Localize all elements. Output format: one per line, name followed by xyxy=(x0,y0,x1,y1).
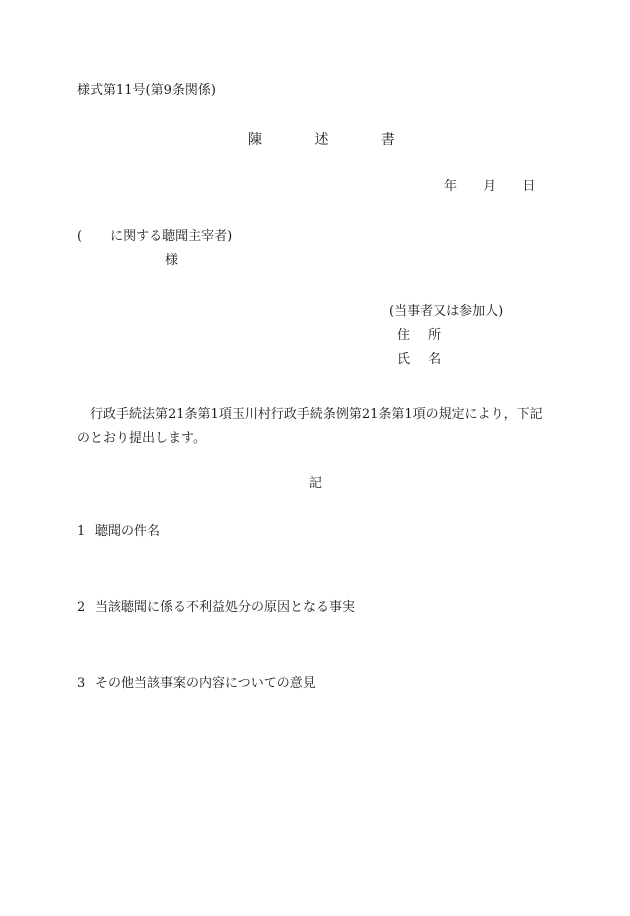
date-year-label: 年 xyxy=(444,179,458,194)
list-item xyxy=(77,525,160,538)
submitter-role: (当事者又は参加人) xyxy=(389,304,504,319)
body-paragraph: 行政手続法第21条第1項玉川村行政手続条例第21条第1項の規定により，下記のとおり提出します。 xyxy=(77,407,543,446)
form-number: 様式第11号(第9条関係) xyxy=(77,83,216,98)
title-char: 陳 xyxy=(248,132,262,148)
title-char: 書 xyxy=(380,132,395,148)
item-label: 当該聴聞に係る不利益処分の原因となる事実 xyxy=(95,600,356,615)
date-month-label: 月 xyxy=(483,179,497,194)
addressee-line xyxy=(77,230,232,243)
addressee-open-paren: ( xyxy=(77,229,83,244)
item-number: 3 xyxy=(77,676,86,691)
item-number: 2 xyxy=(77,600,86,615)
address-label xyxy=(397,329,441,342)
address-label-char: 所 xyxy=(428,328,442,343)
addressee-text: に関する聴聞主宰者) xyxy=(110,229,233,244)
item-label: 聴聞の件名 xyxy=(95,524,161,539)
address-label-char: 住 xyxy=(397,328,411,343)
list-item xyxy=(77,677,316,690)
section-marker: 記 xyxy=(309,476,323,491)
item-label: その他当該事案の内容についての意見 xyxy=(95,676,316,691)
addressee-honorific: 様 xyxy=(165,253,179,268)
list-item xyxy=(77,601,355,614)
name-label-char: 名 xyxy=(428,352,442,367)
date-line xyxy=(444,180,535,193)
document-title xyxy=(248,133,395,147)
title-char: 述 xyxy=(314,132,329,148)
item-number: 1 xyxy=(77,524,86,539)
name-label-char: 氏 xyxy=(397,352,411,367)
date-day-label: 日 xyxy=(522,179,536,194)
name-label xyxy=(397,353,441,366)
